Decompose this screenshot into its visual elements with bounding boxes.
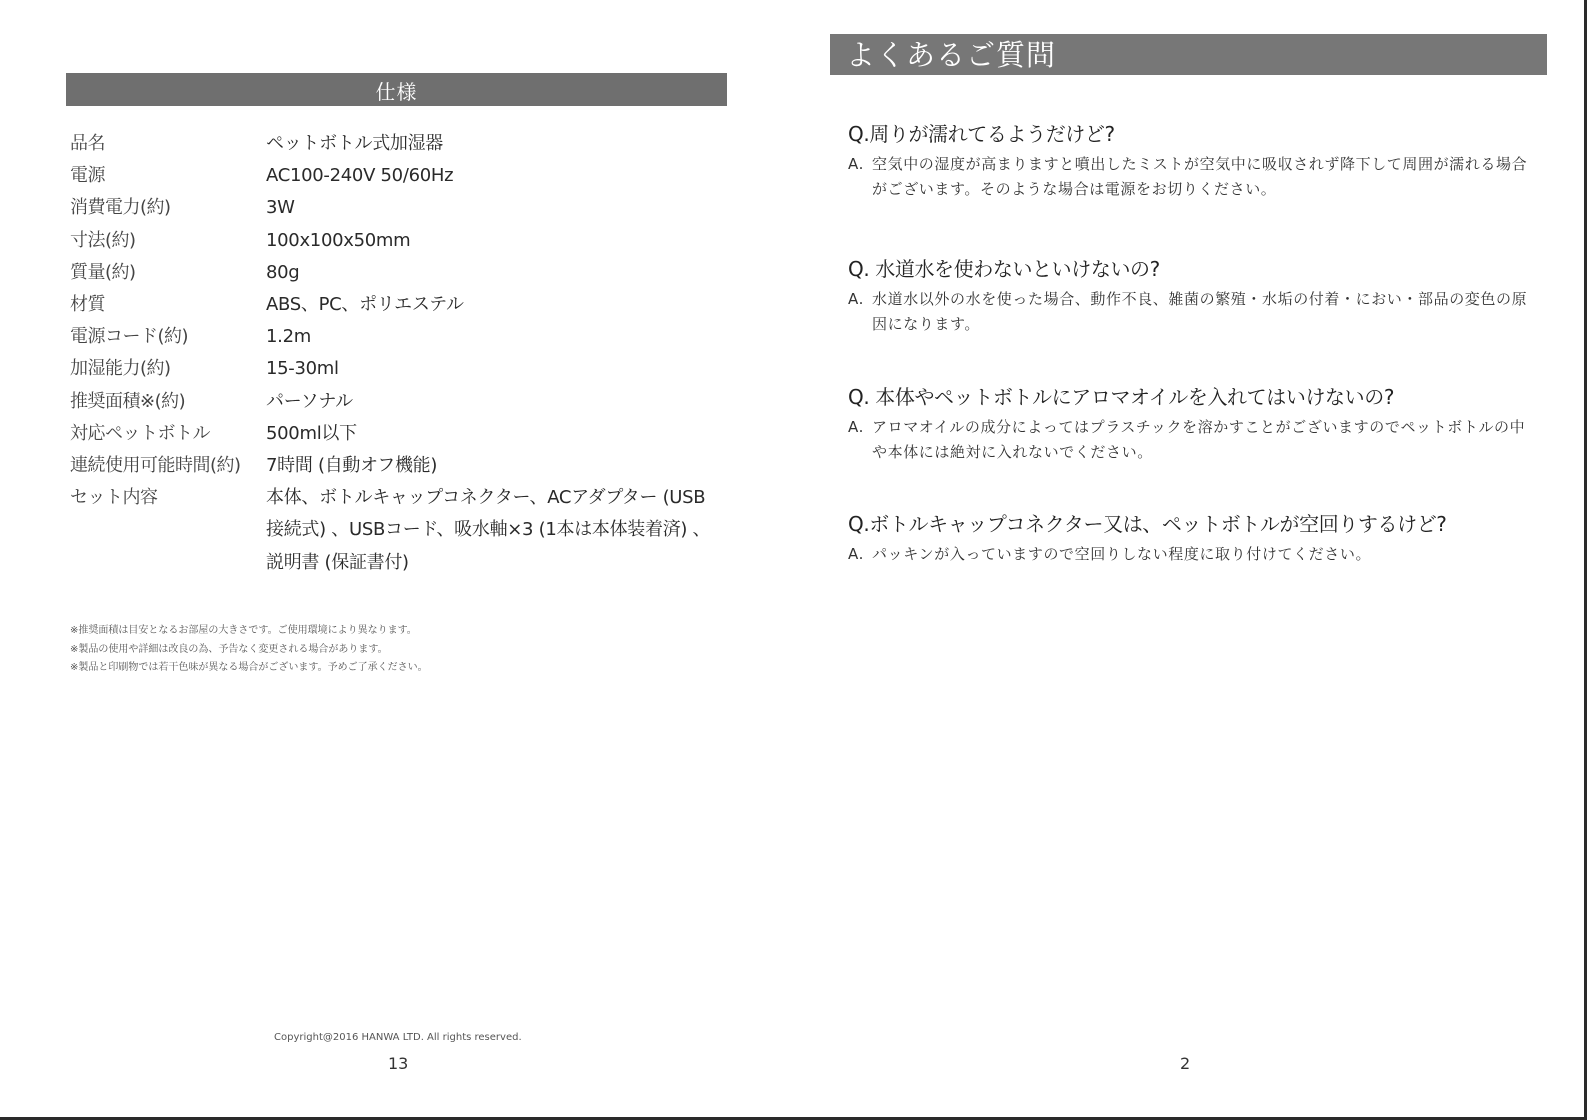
faq-answer-text: 空気中の湿度が高まりますと噴出したミストが空気中に吸収されず降下して周囲が濡れる場合がございます。そのような場合は電源をお切りください。 xyxy=(872,155,1528,198)
spec-row xyxy=(70,128,720,160)
spec-key: 電源 xyxy=(70,165,105,187)
faq-question: Q.ボトルキャップコネクター又は、ペットボトルが空回りするけど? xyxy=(848,512,1447,536)
faq-answer xyxy=(848,152,1528,202)
faq-answer xyxy=(848,287,1528,337)
spec-value: 100x100x50mm xyxy=(266,229,411,251)
spec-key: 質量(約) xyxy=(70,261,136,283)
page-number-right: 2 xyxy=(1180,1054,1191,1073)
answer-mark: A. xyxy=(848,155,864,173)
faq-answer-text: パッキンが入っていますので空回りしない程度に取り付けてください。 xyxy=(872,545,1372,563)
spec-value: 15-30ml xyxy=(266,358,339,380)
spec-value: AC100-240V 50/60Hz xyxy=(266,165,454,187)
spec-key: 推奨面積※(約) xyxy=(70,390,186,412)
spec-key: 寸法(約) xyxy=(70,229,136,251)
spec-row xyxy=(70,192,720,224)
spec-key: 連続使用可能時間(約) xyxy=(70,455,241,477)
spec-row xyxy=(70,160,720,192)
faq-item xyxy=(848,120,1528,202)
spec-row xyxy=(70,225,720,257)
faq-question: Q.周りが濡れてるようだけど? xyxy=(848,122,1115,146)
spec-key: 加湿能力(約) xyxy=(70,358,171,380)
spec-key: セット内容 xyxy=(70,487,158,509)
spec-row xyxy=(70,418,720,450)
spec-value: 1.2m xyxy=(266,326,311,348)
faq-item xyxy=(848,510,1528,567)
answer-mark: A. xyxy=(848,290,864,308)
spec-row xyxy=(70,321,720,353)
faq-question: Q. 本体やペットボトルにアロマオイルを入れてはいけないの? xyxy=(848,385,1395,409)
spec-value: 本体、ボトルキャップコネクター、ACアダプター (USB接続式) 、USBコード、吸水軸×3 (1本は本体装着済) 、説明書 (保証書付) xyxy=(266,487,711,573)
spec-value: ペットボトル式加湿器 xyxy=(266,133,443,154)
copyright-text: Copyright@2016 HANWA LTD. All rights reserved. xyxy=(274,1032,522,1043)
spec-key: 電源コード(約) xyxy=(70,326,189,348)
spec-value: パーソナル xyxy=(266,390,353,412)
page-number-left: 13 xyxy=(388,1054,409,1073)
answer-mark: A. xyxy=(848,545,864,563)
spec-row xyxy=(70,386,720,418)
spec-value: 500ml以下 xyxy=(266,422,357,444)
spec-row xyxy=(70,289,720,321)
faq-answer-text: 水道水以外の水を使った場合、動作不良、雑菌の繁殖・水垢の付着・におい・部品の変色の原因になります。 xyxy=(872,290,1528,333)
spec-section-header: 仕様 xyxy=(66,73,727,106)
spec-value: ABS、PC、ポリエステル xyxy=(266,294,464,316)
spec-value: 80g xyxy=(266,261,300,283)
spec-key: 材質 xyxy=(70,294,105,316)
faq-item xyxy=(848,383,1528,465)
faq-answer xyxy=(848,542,1528,567)
faq-item xyxy=(848,255,1528,337)
faq-section-header: よくあるご質問 xyxy=(830,34,1547,75)
spec-value: 3W xyxy=(266,197,295,219)
spec-row xyxy=(70,450,720,482)
spec-key: 対応ペットボトル xyxy=(70,422,210,444)
spec-row xyxy=(70,257,720,289)
spec-note: ※製品と印刷物では若干色味が異なる場合がございます。予めご了承ください。 xyxy=(70,662,428,673)
faq-question: Q. 水道水を使わないといけないの? xyxy=(848,257,1160,281)
faq-answer xyxy=(848,415,1528,465)
answer-mark: A. xyxy=(848,418,864,436)
spec-note: ※製品の使用や詳細は改良の為、予告なく変更される場合があります。 xyxy=(70,643,388,655)
spec-key: 品名 xyxy=(70,133,105,154)
spec-note: ※推奨面積は目安となるお部屋の大きさです。ご使用環境により異なります。 xyxy=(70,625,417,636)
spec-table xyxy=(70,128,720,579)
spec-notes xyxy=(70,622,428,678)
spec-value: 7時間 (自動オフ機能) xyxy=(266,455,438,477)
faq-answer-text: アロマオイルの成分によってはプラスチックを溶かすことがございますのでペットボトルの中や本体には絶対に入れないでください。 xyxy=(872,418,1526,461)
spec-row xyxy=(70,353,720,385)
spec-key: 消費電力(約) xyxy=(70,197,171,219)
spec-row xyxy=(70,482,720,579)
